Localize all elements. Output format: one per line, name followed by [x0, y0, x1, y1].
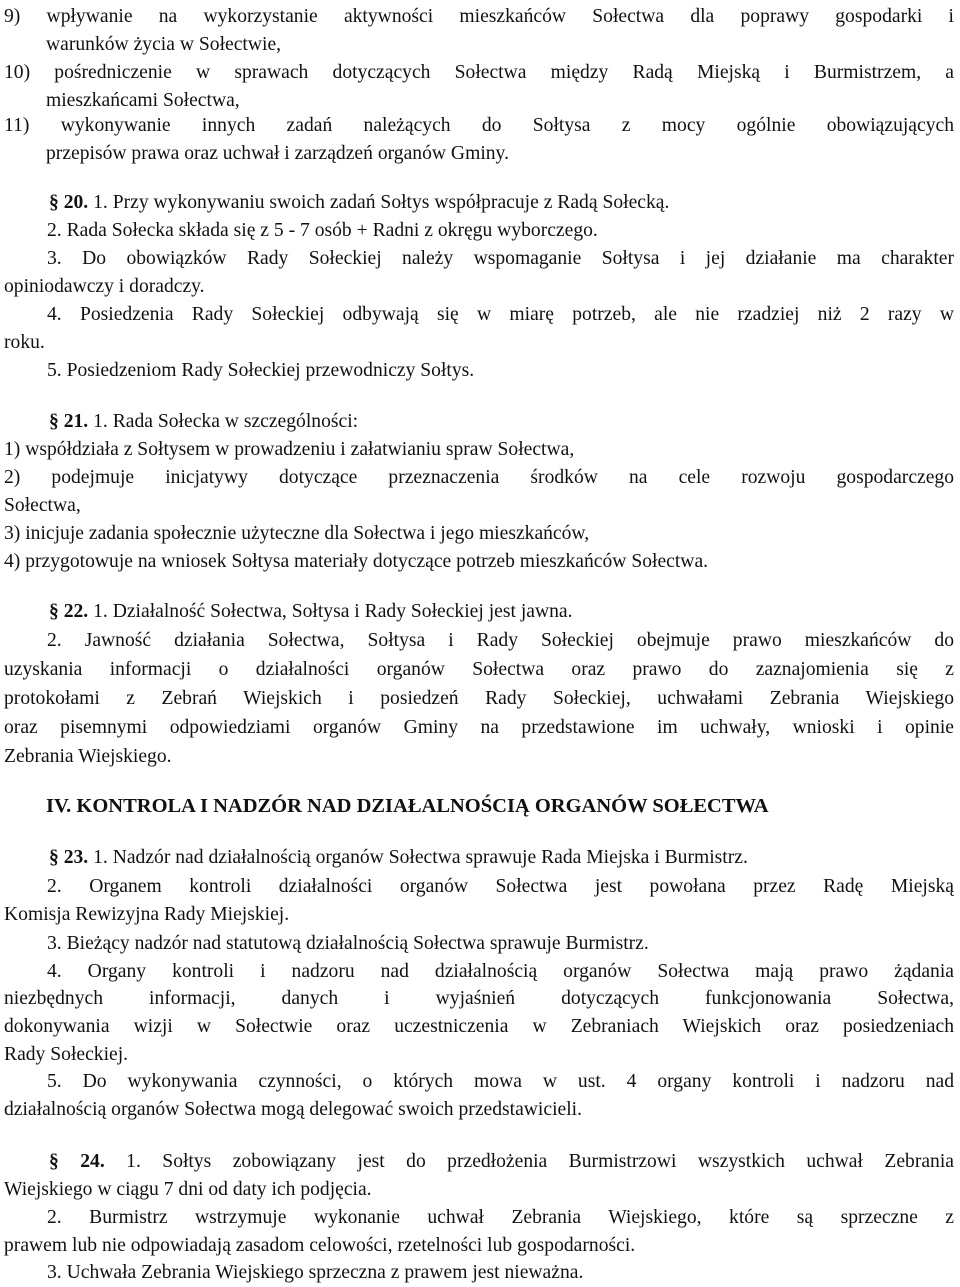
- text-line: 2. Rada Sołecka składa się z 5 - 7 osób + Radni z okręgu wyborczego.: [47, 220, 598, 241]
- text-line: 5. Posiedzeniom Rady Sołeckiej przewodniczy Sołtys.: [47, 360, 475, 381]
- text-line: 1) współdziała z Sołtysem w prowadzeniu i załatwianiu spraw Sołectwa,: [4, 439, 575, 460]
- text-line: opiniodawczy i doradczy.: [4, 276, 205, 297]
- text-line: przepisów prawa oraz uchwał i zarządzeń organów Gminy.: [46, 143, 509, 164]
- section-symbol: §: [49, 1151, 59, 1172]
- text-line: uzyskania informacji o działalności organów Sołectwa oraz prawo do zaznajomienia się z: [4, 659, 954, 680]
- text-line: oraz pisemnymi odpowiedziami organów Gminy na przedstawione im uchwały, wnioski i opinie: [4, 717, 954, 738]
- chapter-heading: IV. KONTROLA I NADZÓR NAD DZIAŁALNOŚCIĄ ORGANÓW SOŁECTWA: [46, 795, 769, 817]
- text-line: 9) wpływanie na wykorzystanie aktywności mieszkańców Sołectwa dla poprawy gospodarki i: [4, 6, 954, 27]
- text-line: roku.: [4, 332, 45, 353]
- text-line: 3. Uchwała Zebrania Wiejskiego sprzeczna z prawem jest nieważna.: [47, 1262, 584, 1283]
- text-line: prawem lub nie odpowiadają zasadom celowości, rzetelności lub gospodarności.: [4, 1235, 636, 1256]
- text-line: 2. Burmistrz wstrzymuje wykonanie uchwał Zebrania Wiejskiego, które są sprzeczne z: [47, 1207, 954, 1228]
- text-line: 4. Organy kontroli i nadzoru nad działalnością organów Sołectwa mają prawo żądania: [47, 961, 954, 982]
- section-line-24: [49, 1148, 954, 1176]
- text-line: 11) wykonywanie innych zadań należących do Sołtysa z mocy ogólnie obowiązujących: [4, 115, 954, 136]
- text-line: 2. Jawność działania Sołectwa, Sołtysa i Rady Sołeckiej obejmuje prawo mieszkańców do: [47, 630, 954, 651]
- text-line: działalnością organów Sołectwa mogą delegować swoich przedstawicieli.: [4, 1099, 582, 1120]
- text-line: 3. Bieżący nadzór nad statutową działalnością Sołectwa sprawuje Burmistrz.: [47, 933, 649, 954]
- section-symbol: §: [49, 411, 59, 432]
- text-line: dokonywania wizji w Sołectwie oraz uczestniczenia w Zebraniach Wiejskich oraz posiedzeniach: [4, 1016, 954, 1037]
- text-line: 3) inicjuje zadania społecznie użyteczne dla Sołectwa i jego mieszkańców,: [4, 523, 590, 544]
- text-line: 1. Sołtys zobowiązany jest do przedłożenia Burmistrzowi wszystkich uchwał Zebrania: [126, 1151, 954, 1172]
- text-line: 4) przygotowuje na wniosek Sołtysa materiały dotyczące potrzeb mieszkańców Sołectwa.: [4, 551, 709, 572]
- section-line-22: [49, 598, 573, 626]
- section-number: 20.: [63, 192, 89, 213]
- text-line: Rady Sołeckiej.: [4, 1044, 129, 1065]
- section-number: 21.: [63, 411, 89, 432]
- text-line: 5. Do wykonywania czynności, o których mowa w ust. 4 organy kontroli i nadzoru nad: [47, 1071, 954, 1092]
- text-line: 10) pośredniczenie w sprawach dotyczących Sołectwa między Radą Miejską i Burmistrzem, a: [4, 62, 954, 83]
- section-number: 23.: [63, 847, 89, 868]
- text-line: 1. Przy wykonywaniu swoich zadań Sołtys współpracuje z Radą Sołecką.: [93, 192, 670, 213]
- text-line: Wiejskiego w ciągu 7 dni od daty ich podjęcia.: [4, 1179, 372, 1200]
- section-line-23: [49, 844, 748, 872]
- text-line: 1. Rada Sołecka w szczególności:: [93, 411, 359, 432]
- text-line: niezbędnych informacji, danych i wyjaśnień dotyczących funkcjonowania Sołectwa,: [4, 988, 954, 1009]
- section-symbol: §: [49, 192, 59, 213]
- text-line: Zebrania Wiejskiego.: [4, 746, 172, 767]
- section-number: 24.: [80, 1151, 105, 1172]
- section-line-20: [49, 189, 669, 217]
- text-line: 1. Działalność Sołectwa, Sołtysa i Rady Sołeckiej jest jawna.: [93, 601, 573, 622]
- text-line: Komisja Rewizyjna Rady Miejskiej.: [4, 904, 290, 925]
- text-line: 3. Do obowiązków Rady Sołeckiej należy wspomaganie Sołtysa i jej działanie ma charakter: [47, 248, 954, 269]
- text-line: 1. Nadzór nad działalnością organów Sołectwa sprawuje Rada Miejska i Burmistrz.: [93, 847, 748, 868]
- text-line: warunków życia w Sołectwie,: [46, 34, 282, 55]
- section-number: 22.: [63, 601, 89, 622]
- text-line: protokołami z Zebrań Wiejskich i posiedzeń Rady Sołeckiej, uchwałami Zebrania Wiejskiego: [4, 688, 954, 709]
- text-line: 4. Posiedzenia Rady Sołeckiej odbywają się w miarę potrzeb, ale nie rzadziej niż 2 razy w: [47, 304, 954, 325]
- text-line: mieszkańcami Sołectwa,: [46, 90, 240, 111]
- text-line: 2. Organem kontroli działalności organów Sołectwa jest powołana przez Radę Miejską: [47, 876, 954, 897]
- section-symbol: §: [49, 601, 59, 622]
- section-line-21: [49, 408, 358, 436]
- text-line: 2) podejmuje inicjatywy dotyczące przeznaczenia środków na cele rozwoju gospodarczego: [4, 467, 954, 488]
- text-line: Sołectwa,: [4, 495, 81, 516]
- section-symbol: §: [49, 847, 59, 868]
